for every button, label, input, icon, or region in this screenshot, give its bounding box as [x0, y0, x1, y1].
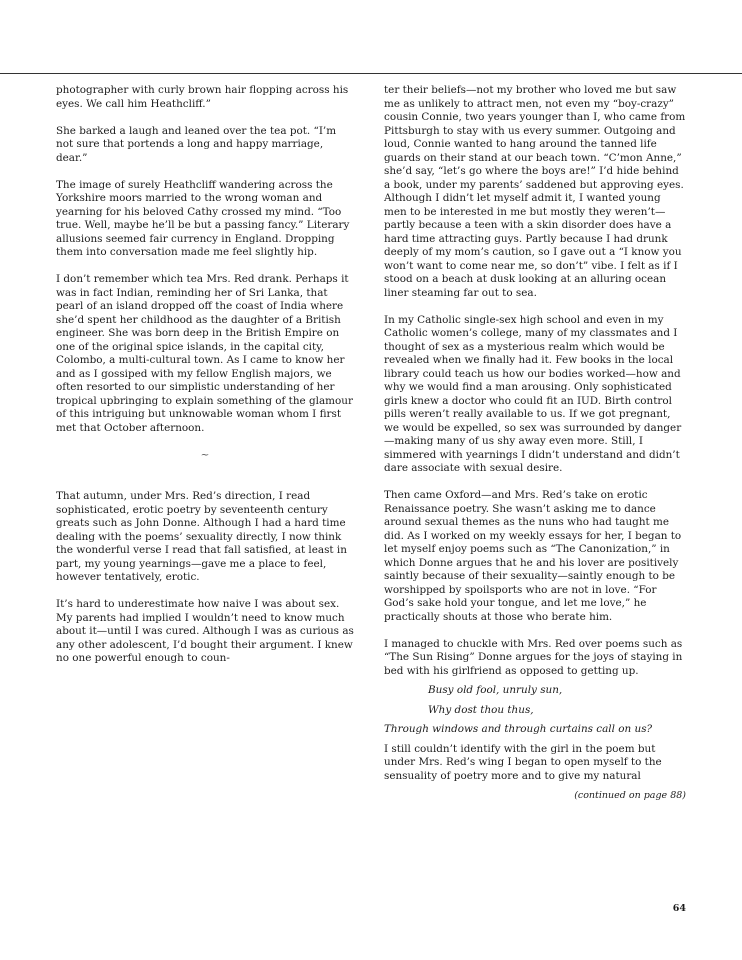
paragraph: That autumn, under Mrs. Red’s direction, I read sophisticated, erotic poetry by seventeenth century greats such as John Donne. Although I had a hard time dealing with the poems’ sexuality directly, I now think the wonderful verse I read that fall satisfied, at least in part, my young yearnings—gave me a place to feel, however tentatively, erotic.	[56, 490, 347, 583]
paragraph: It’s hard to underestimate how naive I was about sex. My parents had implied I wouldn’t need to know much about it—until I was cured. Although I was as curious as any other adolescent, I’d bought their argument. I knew no one powerful enough to coun-	[56, 598, 354, 664]
paragraph: Then came Oxford—and Mrs. Red’s take on erotic Renaissance poetry. She wasn’t asking me to dance around sexual themes as the nuns who had taught me did. As I worked on my weekly essays for her, I began to let myself enjoy poems such as “The Canonization,” in which Donne argues that he and his lover are positively saintly because of their sexuality—saintly enough to be worshipped by spoilsports who are not in love. “For God’s sake hold your tongue, and let me love,” he practically shouts at those who berate him.	[384, 489, 682, 623]
paragraph: ter their beliefs—not my brother who loved me but saw me as unlikely to attract men, not even my “boy-crazy” cousin Connie, two years younger than I, who came from Pittsburgh to stay with us every summer. Outgoing and loud, Connie wanted to hang around the tanned life guards on their stand at our beach town. “C’mon Anne,” she’d say, “let’s go where the boys are!” I’d hide behind a book, under my parents’ saddened but approving eyes. Although I didn’t let myself admit it, I wanted young men to be interested in me but mostly they weren’t—partly because a teen with a skin disorder does have a hard time attracting guys. Partly because I had drunk deeply of my mom’s caution, so I gave out a “I know you won’t want to come near me, so don’t” vibe. I felt as if I stood on a beach at dusk looking at an alluring ocean liner steaming far out to sea.	[384, 84, 686, 299]
paragraph: I still couldn’t identify with the girl in the poem but under Mrs. Red’s wing I began to open myself to the sensuality of poetry more and to give my natural	[384, 742, 662, 782]
paragraph: The image of surely Heathcliff wandering across the Yorkshire moors married to the wrong woman and yearning for his beloved Cathy crossed my mind. “Too true. Well, maybe he’ll be but a passing fancy.” Literary allusions seemed fair currency in England. Dropping them into conversation made me feel slightly hip.	[56, 178, 350, 258]
verse-line: Busy old fool, unruly sun,	[428, 684, 563, 696]
header-rule	[0, 73, 742, 74]
left-column	[56, 84, 354, 679]
paragraph: In my Catholic single-sex high school and even in my Catholic women’s college, many of my classmates and I thought of sex as a mysterious realm which would be revealed when we finally had it. Few books in the local library could teach us how our bodies worked—how and why we would find a man arousing. Only sophisticated girls knew a doctor who could fit an IUD. Birth control pills weren’t really available to us. If we got pregnant, we would be expelled, so sex was surrounded by danger—making many of us shy away even more. Still, I simmered with yearnings I didn’t understand and didn’t dare associate with sexual desire.	[384, 313, 682, 474]
paragraph: I don’t remember which tea Mrs. Red drank. Perhaps it was in fact Indian, reminding her of Sri Lanka, that pearl of an island dropped off the coast of India where she’d spent her childhood as the daughter of a British engineer. She was born deep in the British Empire on one of the original spice islands, in the capital city, Colombo, a multi-cultural town. As I came to know her and as I gossiped with my fellow English majors, we often resorted to our simplistic understanding of her tropical upbringing to explain something of the glamour of this intriguing but unknowable woman whom I first met that October afternoon.	[56, 273, 353, 434]
right-column	[384, 84, 686, 816]
paragraph: She barked a laugh and leaned over the tea pot. “I’m not sure that portends a long and happy marriage, dear.”	[56, 124, 337, 164]
page-number: 64	[672, 903, 686, 914]
section-divider: ~	[200, 448, 210, 461]
paragraph: photographer with curly brown hair flopping across his eyes. We call him Heathcliff.”	[56, 84, 349, 110]
verse-line: Through windows and through curtains call on us?	[384, 723, 653, 735]
paragraph: I managed to chuckle with Mrs. Red over poems such as “The Sun Rising” Donne argues for the joys of staying in bed with his girlfriend as opposed to getting up.	[384, 637, 683, 677]
continued-note: (continued on page 88)	[574, 790, 686, 801]
verse-line: Why dost thou thus,	[428, 703, 534, 716]
